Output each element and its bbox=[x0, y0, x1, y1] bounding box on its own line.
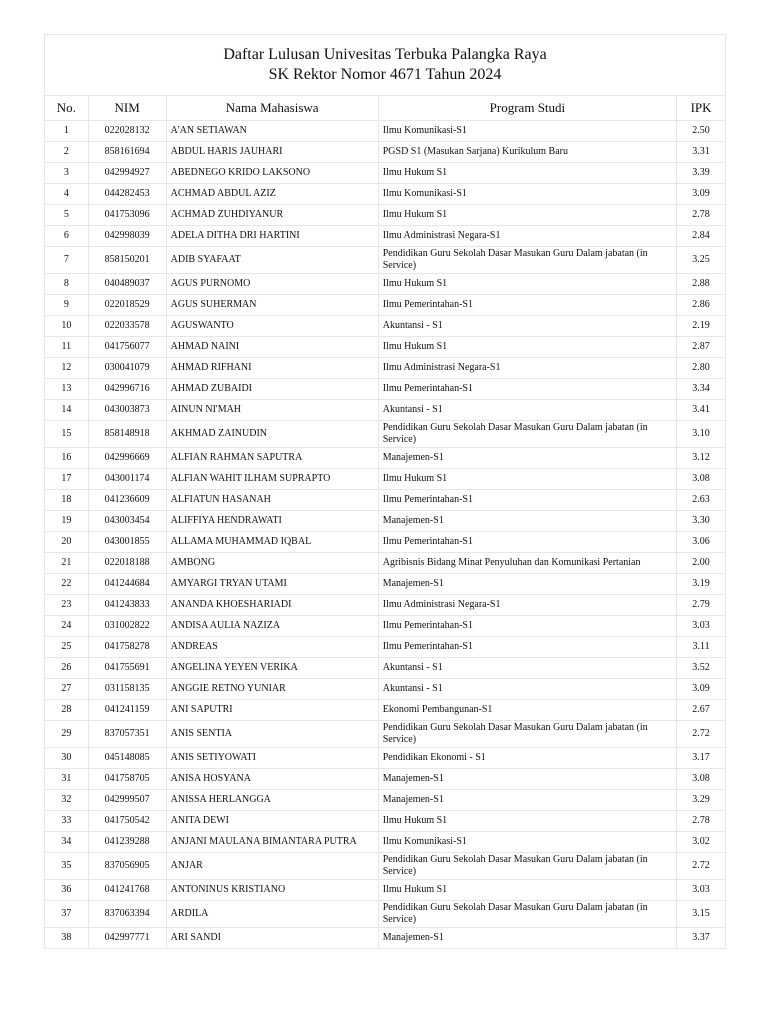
cell-no: 20 bbox=[45, 532, 89, 553]
cell-nim: 041753096 bbox=[88, 205, 166, 226]
cell-nim: 043003873 bbox=[88, 400, 166, 421]
cell-name: ABDUL HARIS JAUHARI bbox=[166, 142, 378, 163]
cell-name: ALIFFIYA HENDRAWATI bbox=[166, 511, 378, 532]
cell-no: 27 bbox=[45, 679, 89, 700]
cell-nim: 041241768 bbox=[88, 880, 166, 901]
cell-nim: 042996716 bbox=[88, 379, 166, 400]
table-row bbox=[45, 247, 726, 274]
cell-name: ANISSA HERLANGGA bbox=[166, 790, 378, 811]
table-row bbox=[45, 553, 726, 574]
cell-name: ADIB SYAFAAT bbox=[166, 247, 378, 274]
cell-no: 34 bbox=[45, 832, 89, 853]
cell-no: 11 bbox=[45, 337, 89, 358]
cell-program: Agribisnis Bidang Minat Penyuluhan dan Komunikasi Pertanian bbox=[378, 553, 676, 574]
cell-no: 35 bbox=[45, 853, 89, 880]
cell-name: AHMAD NAINI bbox=[166, 337, 378, 358]
cell-no: 26 bbox=[45, 658, 89, 679]
table-row bbox=[45, 295, 726, 316]
table-row bbox=[45, 421, 726, 448]
col-header-name: Nama Mahasiswa bbox=[166, 96, 378, 121]
cell-name: ANJANI MAULANA BIMANTARA PUTRA bbox=[166, 832, 378, 853]
cell-ipk: 2.72 bbox=[677, 853, 726, 880]
table-row bbox=[45, 469, 726, 490]
cell-nim: 045148085 bbox=[88, 748, 166, 769]
cell-program: Ilmu Hukum S1 bbox=[378, 811, 676, 832]
table-row bbox=[45, 616, 726, 637]
cell-program: Ilmu Hukum S1 bbox=[378, 337, 676, 358]
cell-name: ALFIAN RAHMAN SAPUTRA bbox=[166, 448, 378, 469]
cell-ipk: 2.67 bbox=[677, 700, 726, 721]
cell-ipk: 3.41 bbox=[677, 400, 726, 421]
cell-program: Manajemen-S1 bbox=[378, 790, 676, 811]
cell-nim: 042996669 bbox=[88, 448, 166, 469]
cell-program: Pendidikan Guru Sekolah Dasar Masukan Guru Dalam jabatan (in Service) bbox=[378, 421, 676, 448]
cell-name: AKHMAD ZAINUDIN bbox=[166, 421, 378, 448]
cell-name: AGUSWANTO bbox=[166, 316, 378, 337]
cell-no: 1 bbox=[45, 121, 89, 142]
col-header-no: No. bbox=[45, 96, 89, 121]
cell-name: ANDREAS bbox=[166, 637, 378, 658]
cell-ipk: 3.03 bbox=[677, 880, 726, 901]
cell-no: 22 bbox=[45, 574, 89, 595]
table-row bbox=[45, 358, 726, 379]
graduates-table bbox=[44, 95, 726, 949]
cell-no: 13 bbox=[45, 379, 89, 400]
cell-nim: 041244684 bbox=[88, 574, 166, 595]
cell-nim: 041243833 bbox=[88, 595, 166, 616]
cell-program: Ilmu Pemerintahan-S1 bbox=[378, 616, 676, 637]
cell-program: Ilmu Hukum S1 bbox=[378, 274, 676, 295]
cell-nim: 858148918 bbox=[88, 421, 166, 448]
cell-no: 7 bbox=[45, 247, 89, 274]
cell-ipk: 3.10 bbox=[677, 421, 726, 448]
cell-program: Ilmu Administrasi Negara-S1 bbox=[378, 226, 676, 247]
cell-nim: 022018529 bbox=[88, 295, 166, 316]
cell-ipk: 2.79 bbox=[677, 595, 726, 616]
cell-name: AGUS SUHERMAN bbox=[166, 295, 378, 316]
cell-no: 30 bbox=[45, 748, 89, 769]
cell-nim: 031002822 bbox=[88, 616, 166, 637]
cell-program: Pendidikan Guru Sekolah Dasar Masukan Guru Dalam jabatan (in Service) bbox=[378, 247, 676, 274]
cell-name: AHMAD ZUBAIDI bbox=[166, 379, 378, 400]
cell-nim: 041239288 bbox=[88, 832, 166, 853]
cell-name: ABEDNEGO KRIDO LAKSONO bbox=[166, 163, 378, 184]
cell-ipk: 3.15 bbox=[677, 901, 726, 928]
table-row bbox=[45, 811, 726, 832]
table-row bbox=[45, 574, 726, 595]
cell-program: Akuntansi - S1 bbox=[378, 316, 676, 337]
cell-no: 8 bbox=[45, 274, 89, 295]
table-row bbox=[45, 184, 726, 205]
cell-nim: 041241159 bbox=[88, 700, 166, 721]
cell-name: ANISA HOSYANA bbox=[166, 769, 378, 790]
cell-nim: 022028132 bbox=[88, 121, 166, 142]
cell-ipk: 2.19 bbox=[677, 316, 726, 337]
cell-name: ALLAMA MUHAMMAD IQBAL bbox=[166, 532, 378, 553]
cell-name: ANIS SETIYOWATI bbox=[166, 748, 378, 769]
cell-no: 9 bbox=[45, 295, 89, 316]
cell-ipk: 3.12 bbox=[677, 448, 726, 469]
table-row bbox=[45, 928, 726, 949]
table-row bbox=[45, 700, 726, 721]
cell-ipk: 3.39 bbox=[677, 163, 726, 184]
cell-nim: 041755691 bbox=[88, 658, 166, 679]
cell-program: Ilmu Hukum S1 bbox=[378, 469, 676, 490]
cell-no: 14 bbox=[45, 400, 89, 421]
cell-nim: 042999507 bbox=[88, 790, 166, 811]
cell-name: ANANDA KHOESHARIADI bbox=[166, 595, 378, 616]
cell-program: Manajemen-S1 bbox=[378, 769, 676, 790]
cell-no: 3 bbox=[45, 163, 89, 184]
cell-ipk: 3.06 bbox=[677, 532, 726, 553]
table-row bbox=[45, 205, 726, 226]
cell-nim: 031158135 bbox=[88, 679, 166, 700]
cell-program: Akuntansi - S1 bbox=[378, 679, 676, 700]
cell-no: 32 bbox=[45, 790, 89, 811]
cell-no: 12 bbox=[45, 358, 89, 379]
document-title: Daftar Lulusan Univesitas Terbuka Palangka Raya bbox=[223, 46, 547, 63]
table-row bbox=[45, 511, 726, 532]
table-body bbox=[45, 121, 726, 949]
col-header-program: Program Studi bbox=[378, 96, 676, 121]
document-sheet bbox=[44, 34, 726, 949]
table-row bbox=[45, 721, 726, 748]
cell-nim: 043001174 bbox=[88, 469, 166, 490]
cell-no: 16 bbox=[45, 448, 89, 469]
cell-ipk: 2.88 bbox=[677, 274, 726, 295]
cell-program: Manajemen-S1 bbox=[378, 448, 676, 469]
cell-no: 25 bbox=[45, 637, 89, 658]
cell-ipk: 2.86 bbox=[677, 295, 726, 316]
cell-program: Ekonomi Pembangunan-S1 bbox=[378, 700, 676, 721]
table-row bbox=[45, 853, 726, 880]
cell-name: AINUN NI'MAH bbox=[166, 400, 378, 421]
cell-ipk: 2.00 bbox=[677, 553, 726, 574]
table-row bbox=[45, 637, 726, 658]
cell-name: ANDISA AULIA NAZIZA bbox=[166, 616, 378, 637]
cell-name: AGUS PURNOMO bbox=[166, 274, 378, 295]
cell-name: ACHMAD ZUHDIYANUR bbox=[166, 205, 378, 226]
cell-program: Ilmu Hukum S1 bbox=[378, 163, 676, 184]
cell-no: 18 bbox=[45, 490, 89, 511]
cell-ipk: 3.11 bbox=[677, 637, 726, 658]
cell-no: 10 bbox=[45, 316, 89, 337]
cell-no: 38 bbox=[45, 928, 89, 949]
table-row bbox=[45, 121, 726, 142]
cell-nim: 040489037 bbox=[88, 274, 166, 295]
cell-name: ANITA DEWI bbox=[166, 811, 378, 832]
table-row bbox=[45, 274, 726, 295]
cell-name: ALFIATUN HASANAH bbox=[166, 490, 378, 511]
cell-program: Akuntansi - S1 bbox=[378, 658, 676, 679]
cell-ipk: 2.50 bbox=[677, 121, 726, 142]
table-row bbox=[45, 226, 726, 247]
cell-nim: 041758278 bbox=[88, 637, 166, 658]
cell-nim: 042998039 bbox=[88, 226, 166, 247]
cell-no: 36 bbox=[45, 880, 89, 901]
table-header-row bbox=[45, 96, 726, 121]
cell-nim: 837056905 bbox=[88, 853, 166, 880]
cell-name: ANIS SENTIA bbox=[166, 721, 378, 748]
cell-name: AMBONG bbox=[166, 553, 378, 574]
cell-name: A'AN SETIAWAN bbox=[166, 121, 378, 142]
cell-name: ARI SANDI bbox=[166, 928, 378, 949]
cell-name: ANGGIE RETNO YUNIAR bbox=[166, 679, 378, 700]
cell-ipk: 3.19 bbox=[677, 574, 726, 595]
document-subtitle: SK Rektor Nomor 4671 Tahun 2024 bbox=[268, 66, 502, 83]
cell-program: Manajemen-S1 bbox=[378, 928, 676, 949]
cell-nim: 043003454 bbox=[88, 511, 166, 532]
cell-name: ALFIAN WAHIT ILHAM SUPRAPTO bbox=[166, 469, 378, 490]
cell-nim: 041236609 bbox=[88, 490, 166, 511]
cell-ipk: 3.37 bbox=[677, 928, 726, 949]
table-row bbox=[45, 832, 726, 853]
cell-nim: 837063394 bbox=[88, 901, 166, 928]
cell-program: Pendidikan Guru Sekolah Dasar Masukan Guru Dalam jabatan (in Service) bbox=[378, 721, 676, 748]
cell-program: Pendidikan Ekonomi - S1 bbox=[378, 748, 676, 769]
cell-name: ADELA DITHA DRI HARTINI bbox=[166, 226, 378, 247]
cell-ipk: 3.30 bbox=[677, 511, 726, 532]
cell-name: ANI SAPUTRI bbox=[166, 700, 378, 721]
table-row bbox=[45, 790, 726, 811]
cell-no: 6 bbox=[45, 226, 89, 247]
cell-program: Ilmu Hukum S1 bbox=[378, 205, 676, 226]
cell-ipk: 3.17 bbox=[677, 748, 726, 769]
cell-name: AMYARGI TRYAN UTAMI bbox=[166, 574, 378, 595]
cell-ipk: 2.63 bbox=[677, 490, 726, 511]
cell-program: Ilmu Administrasi Negara-S1 bbox=[378, 358, 676, 379]
table-row bbox=[45, 337, 726, 358]
cell-nim: 030041079 bbox=[88, 358, 166, 379]
cell-name: ANTONINUS KRISTIANO bbox=[166, 880, 378, 901]
document-title-box bbox=[44, 34, 726, 95]
cell-no: 33 bbox=[45, 811, 89, 832]
cell-nim: 044282453 bbox=[88, 184, 166, 205]
table-row bbox=[45, 400, 726, 421]
cell-program: Manajemen-S1 bbox=[378, 574, 676, 595]
cell-ipk: 3.02 bbox=[677, 832, 726, 853]
cell-program: Akuntansi - S1 bbox=[378, 400, 676, 421]
cell-ipk: 3.09 bbox=[677, 679, 726, 700]
cell-no: 15 bbox=[45, 421, 89, 448]
cell-no: 24 bbox=[45, 616, 89, 637]
table-row bbox=[45, 595, 726, 616]
cell-ipk: 2.87 bbox=[677, 337, 726, 358]
cell-no: 23 bbox=[45, 595, 89, 616]
cell-name: ACHMAD ABDUL AZIZ bbox=[166, 184, 378, 205]
cell-program: Ilmu Komunikasi-S1 bbox=[378, 184, 676, 205]
table-row bbox=[45, 880, 726, 901]
cell-nim: 858150201 bbox=[88, 247, 166, 274]
table-row bbox=[45, 901, 726, 928]
cell-program: Pendidikan Guru Sekolah Dasar Masukan Guru Dalam jabatan (in Service) bbox=[378, 853, 676, 880]
cell-ipk: 2.78 bbox=[677, 205, 726, 226]
cell-program: Ilmu Komunikasi-S1 bbox=[378, 121, 676, 142]
cell-program: Ilmu Pemerintahan-S1 bbox=[378, 490, 676, 511]
table-row bbox=[45, 448, 726, 469]
cell-ipk: 3.34 bbox=[677, 379, 726, 400]
cell-program: Ilmu Pemerintahan-S1 bbox=[378, 637, 676, 658]
cell-no: 4 bbox=[45, 184, 89, 205]
table-row bbox=[45, 532, 726, 553]
cell-program: Ilmu Pemerintahan-S1 bbox=[378, 379, 676, 400]
cell-nim: 022018188 bbox=[88, 553, 166, 574]
cell-nim: 041750542 bbox=[88, 811, 166, 832]
cell-ipk: 3.08 bbox=[677, 469, 726, 490]
cell-nim: 043001855 bbox=[88, 532, 166, 553]
col-header-ipk: IPK bbox=[677, 96, 726, 121]
table-row bbox=[45, 142, 726, 163]
cell-ipk: 3.31 bbox=[677, 142, 726, 163]
cell-nim: 042997771 bbox=[88, 928, 166, 949]
cell-program: Ilmu Administrasi Negara-S1 bbox=[378, 595, 676, 616]
cell-ipk: 3.09 bbox=[677, 184, 726, 205]
cell-program: Ilmu Pemerintahan-S1 bbox=[378, 295, 676, 316]
cell-ipk: 2.80 bbox=[677, 358, 726, 379]
cell-program: Pendidikan Guru Sekolah Dasar Masukan Guru Dalam jabatan (in Service) bbox=[378, 901, 676, 928]
table-row bbox=[45, 679, 726, 700]
cell-ipk: 3.08 bbox=[677, 769, 726, 790]
table-row bbox=[45, 769, 726, 790]
cell-no: 31 bbox=[45, 769, 89, 790]
cell-nim: 837057351 bbox=[88, 721, 166, 748]
table-row bbox=[45, 658, 726, 679]
cell-program: PGSD S1 (Masukan Sarjana) Kurikulum Baru bbox=[378, 142, 676, 163]
cell-nim: 041756077 bbox=[88, 337, 166, 358]
cell-no: 21 bbox=[45, 553, 89, 574]
cell-no: 29 bbox=[45, 721, 89, 748]
cell-nim: 858161694 bbox=[88, 142, 166, 163]
cell-no: 5 bbox=[45, 205, 89, 226]
table-row bbox=[45, 316, 726, 337]
cell-name: ANJAR bbox=[166, 853, 378, 880]
cell-program: Ilmu Hukum S1 bbox=[378, 880, 676, 901]
cell-nim: 022033578 bbox=[88, 316, 166, 337]
cell-ipk: 2.78 bbox=[677, 811, 726, 832]
cell-no: 17 bbox=[45, 469, 89, 490]
col-header-nim: NIM bbox=[88, 96, 166, 121]
cell-program: Manajemen-S1 bbox=[378, 511, 676, 532]
cell-name: ARDILA bbox=[166, 901, 378, 928]
table-row bbox=[45, 379, 726, 400]
cell-program: Ilmu Pemerintahan-S1 bbox=[378, 532, 676, 553]
cell-ipk: 2.84 bbox=[677, 226, 726, 247]
cell-ipk: 3.03 bbox=[677, 616, 726, 637]
cell-name: ANGELINA YEYEN VERIKA bbox=[166, 658, 378, 679]
cell-no: 28 bbox=[45, 700, 89, 721]
cell-ipk: 3.52 bbox=[677, 658, 726, 679]
cell-ipk: 2.72 bbox=[677, 721, 726, 748]
cell-program: Ilmu Komunikasi-S1 bbox=[378, 832, 676, 853]
cell-name: AHMAD RIFHANI bbox=[166, 358, 378, 379]
table-row bbox=[45, 490, 726, 511]
cell-no: 37 bbox=[45, 901, 89, 928]
cell-nim: 041758705 bbox=[88, 769, 166, 790]
cell-ipk: 3.25 bbox=[677, 247, 726, 274]
cell-no: 2 bbox=[45, 142, 89, 163]
cell-no: 19 bbox=[45, 511, 89, 532]
table-row bbox=[45, 163, 726, 184]
table-row bbox=[45, 748, 726, 769]
cell-nim: 042994927 bbox=[88, 163, 166, 184]
cell-ipk: 3.29 bbox=[677, 790, 726, 811]
